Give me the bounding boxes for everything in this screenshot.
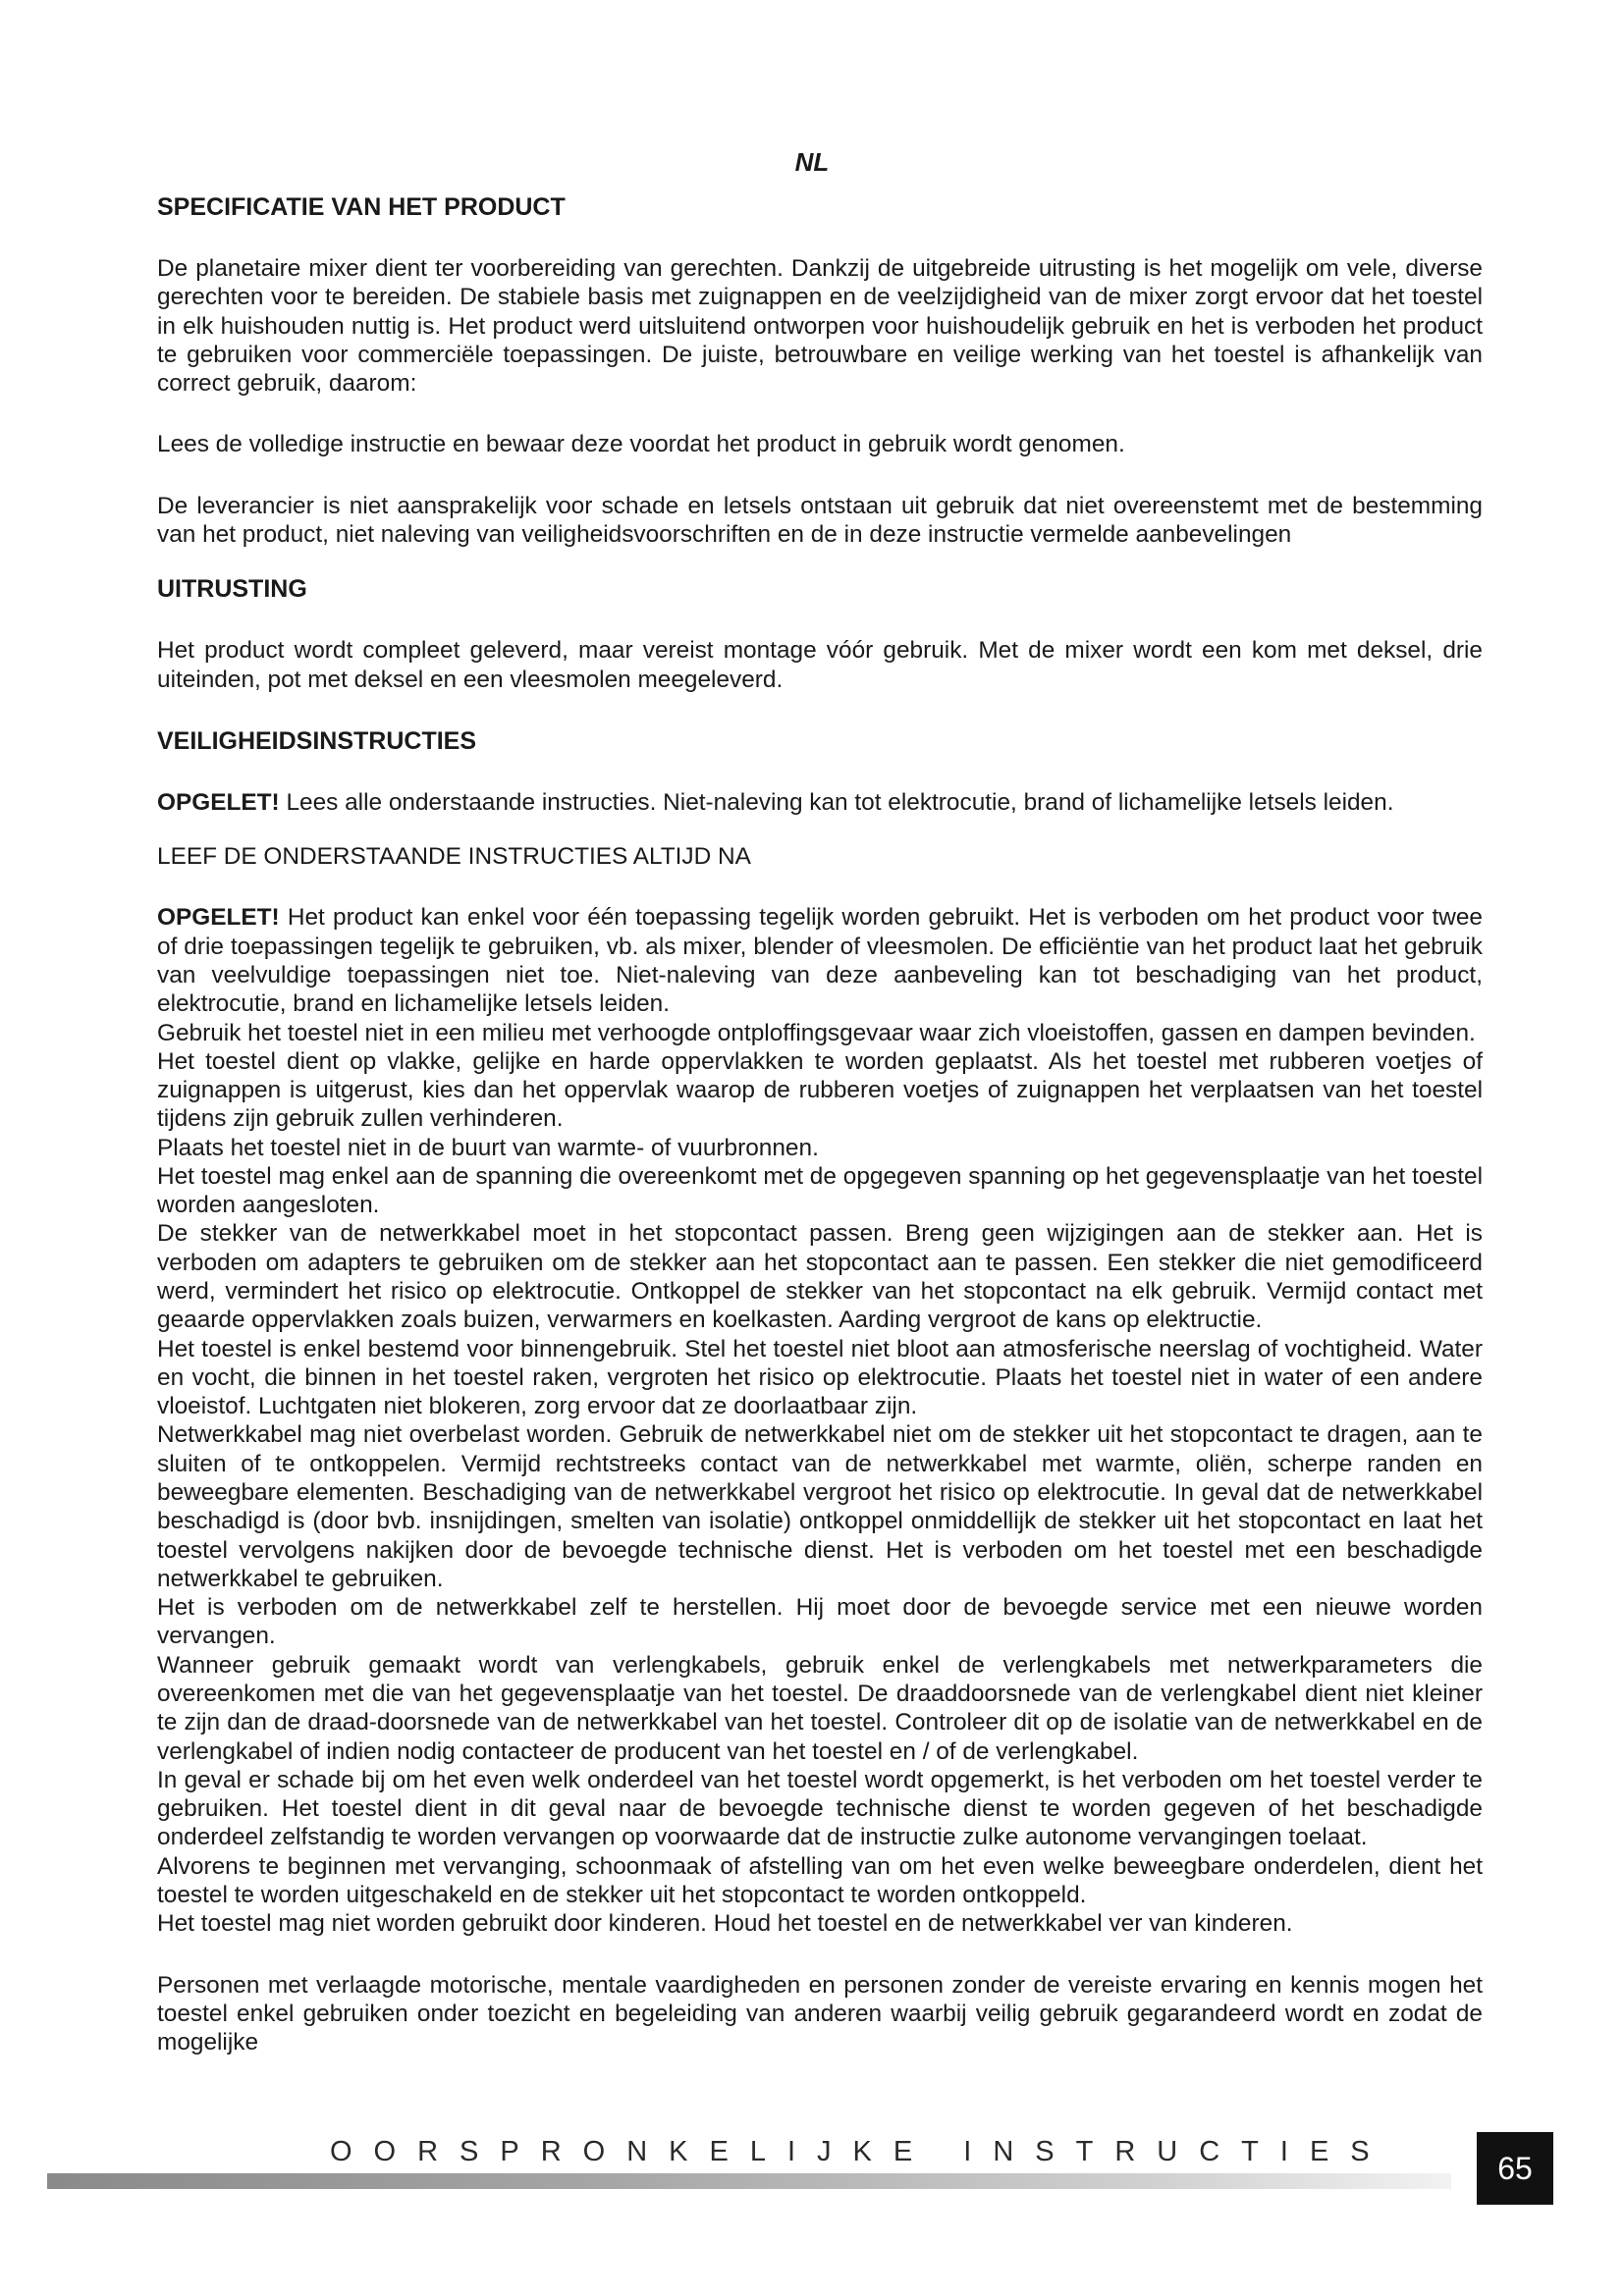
warning-text: Lees alle onderstaande instructies. Niet-naleving kan tot elektrocutie, brand of lichamelijke letsels leiden. bbox=[279, 788, 1394, 816]
paragraph-liability: De leverancier is niet aansprakelijk voor schade en letsels ontstaan uit gebruik dat niet overeenstemt met de bestemming van het product, niet naleving van veiligheidsvoorschriften en de in deze instructie vermelde aanbevelingen bbox=[157, 492, 1483, 548]
document-body bbox=[157, 192, 1483, 2056]
safety-item-cable: Netwerkkabel mag niet overbelast worden. Gebruik de netwerkkabel niet om de stekker uit het stopcontact te dragen, aan te sluiten of te ontkoppelen. Vermijd rechtstreeks contact van de netwerkkabel met warmte, oliën, scherpe randen en beweegbare elementen. Beschadiging van de netwerkkabel vergroot het risico op elektrocutie. In geval dat de netwerkkabel beschadigd is (door bvb. insnijdingen, smelten van isolatie) ontkoppel onmiddellijk de stekker uit het stopcontact en laat het toestel vervolgens nakijken door de bevoegde technische dienst. Het is verboden om het toestel met een beschadigde netwerkkabel te gebruiken. bbox=[157, 1421, 1483, 1592]
safety-item-voltage: Het toestel mag enkel aan de spanning die overeenkomt met de opgegeven spanning op het gegevensplaatje van het toestel worden aangesloten. bbox=[157, 1162, 1483, 1219]
warning-label: OPGELET! bbox=[157, 904, 280, 932]
warning-text: Het product kan enkel voor één toepassing tegelijk worden gebruikt. Het is verboden om het product voor twee of drie toepassingen tegelijk te gebruiken, vb. als mixer, blender of vleesmolen. De efficiëntie van het product laat het gebruik van veelvuldige toepassingen niet toe. Niet-naleving van deze aanbeveling kan tot beschadiging van het product, elektrocutie, brand en lichamelijke letsels leiden. bbox=[157, 904, 1483, 1018]
section-heading-safety: VEILIGHEIDSINSTRUCTIES bbox=[157, 726, 477, 755]
paragraph-persons: Personen met verlaagde motorische, mentale vaardigheden en personen zonder de vereiste ervaring en kennis mogen het toestel enkel gebruiken onder toezicht en begeleiding van anderen waarbij veilig gebruik gegarandeerd wordt en zodat de mogelijke bbox=[157, 1971, 1483, 2056]
safety-item-children: Het toestel mag niet worden gebruikt door kinderen. Houd het toestel en de netwerkkabel ver van kinderen. bbox=[157, 1910, 1293, 1938]
safety-item-surface: Het toestel dient op vlakke, gelijke en harde oppervlakken te worden geplaatst. Als het toestel met rubberen voetjes of zuignappen is uitgerust, kies dan het oppervlak waarop de rubberen voetjes of zuignappen het verplaatsen van het toestel tijdens zijn gebruik zullen verhinderen. bbox=[157, 1047, 1483, 1133]
footer-label: OORSPRONKELIJKE INSTRUCTIES bbox=[330, 2136, 1391, 2167]
safety-item-plug: De stekker van de netwerkkabel moet in het stopcontact passen. Breng geen wijzigingen aan de stekker aan. Het is verboden om adapters te gebruiken om de stekker aan het stopcontact aan te passen. Een stekker die niet gemodificeerd werd, vermindert het risico op elektrocutie. Ontkoppel de stekker van het stopcontact na elk gebruik. Vermijd contact met geaarde oppervlakken zoals buizen, verwarmers en koelkasten. Aarding vergroot de kans op elektructie. bbox=[157, 1220, 1483, 1334]
paragraph-warning-2 bbox=[157, 903, 1483, 1018]
safety-item-indoor: Het toestel is enkel bestemd voor binnengebruik. Stel het toestel niet bloot aan atmosferische neerslag of vochtigheid. Water en vocht, die binnen in het toestel raken, vergroten het risico op elektrocutie. Plaats het toestel niet in water of een andere vloeistof. Luchtgaten niet blokeren, zorg ervoor dat ze doorlaatbaar zijn. bbox=[157, 1335, 1483, 1420]
paragraph-warning-1 bbox=[157, 788, 1483, 817]
safety-item-explosive: Gebruik het toestel niet in een milieu met verhoogde ontploffingsgevaar waar zich vloeistoffen, gassen en dampen bevinden. bbox=[157, 1019, 1476, 1046]
section-heading-specification: SPECIFICATIE VAN HET PRODUCT bbox=[157, 193, 566, 221]
safety-item-maintenance: Alvorens te beginnen met vervanging, schoonmaak of afstelling van om het even welke beweegbare onderdelen, dient het toestel te worden uitgeschakeld en de stekker uit het stopcontact te worden ontkoppeld. bbox=[157, 1852, 1483, 1908]
safety-item-extension: Wanneer gebruik gemaakt wordt van verlengkabels, gebruik enkel de verlengkabels met netwerkparameters die overeenkomen met die van het gegevensplaatje van het toestel. De draaddoorsnede van de verlengkabel dient niet kleiner te zijn dan de draad-doorsnede van de netwerkkabel van het toestel. Controleer dit op de isolatie van de netwerkkabel en de verlengkabel of indien nodig contacteer de producent van het toestel en / of de verlengkabel. bbox=[157, 1651, 1483, 1765]
language-code: NL bbox=[794, 147, 830, 177]
safety-item-repair: Het is verboden om de netwerkkabel zelf te herstellen. Hij moet door de bevoegde service met een nieuwe worden vervangen. bbox=[157, 1594, 1483, 1650]
safety-item-heat: Plaats het toestel niet in de buurt van warmte- of vuurbronnen. bbox=[157, 1134, 819, 1161]
warning-label: OPGELET! bbox=[157, 788, 280, 816]
page-number: 65 bbox=[1477, 2132, 1553, 2205]
footer-gradient-bar bbox=[47, 2173, 1451, 2189]
paragraph-always-follow: LEEF DE ONDERSTAANDE INSTRUCTIES ALTIJD NA bbox=[157, 843, 751, 871]
paragraph-specification: De planetaire mixer dient ter voorbereiding van gerechten. Dankzij de uitgebreide uitrusting is het mogelijk om vele, diverse gerechten voor te bereiden. De stabiele basis met zuignappen en de veelzijdigheid van de mixer zorgt ervoor dat het toestel in elk huishouden nuttig is. Het product werd uitsluitend ontworpen voor huishoudelijk gebruik en het is verboden het product te gebruiken voor commerciële toepassingen. De juiste, betrouwbare en veilige werking van het toestel is afhankelijk van correct gebruik, daarom: bbox=[157, 255, 1483, 398]
section-heading-equipment: UITRUSTING bbox=[157, 575, 307, 604]
safety-item-damage: In geval er schade bij om het even welk onderdeel van het toestel wordt opgemerkt, is het verboden om het toestel verder te gebruiken. Het toestel dient in dit geval naar de bevoegde technische dienst te worden gegeven of het beschadigde onderdeel zelfstandig te worden vervangen op voorwaarde dat de instructie zulke autonome vervangingen toelaat. bbox=[157, 1766, 1483, 1851]
paragraph-equipment: Het product wordt compleet geleverd, maar vereist montage vóór gebruik. Met de mixer wordt een kom met deksel, drie uiteinden, pot met deksel en een vleesmolen meegeleverd. bbox=[157, 637, 1483, 693]
paragraph-read-instructions: Lees de volledige instructie en bewaar deze voordat het product in gebruik wordt genomen. bbox=[157, 431, 1125, 458]
